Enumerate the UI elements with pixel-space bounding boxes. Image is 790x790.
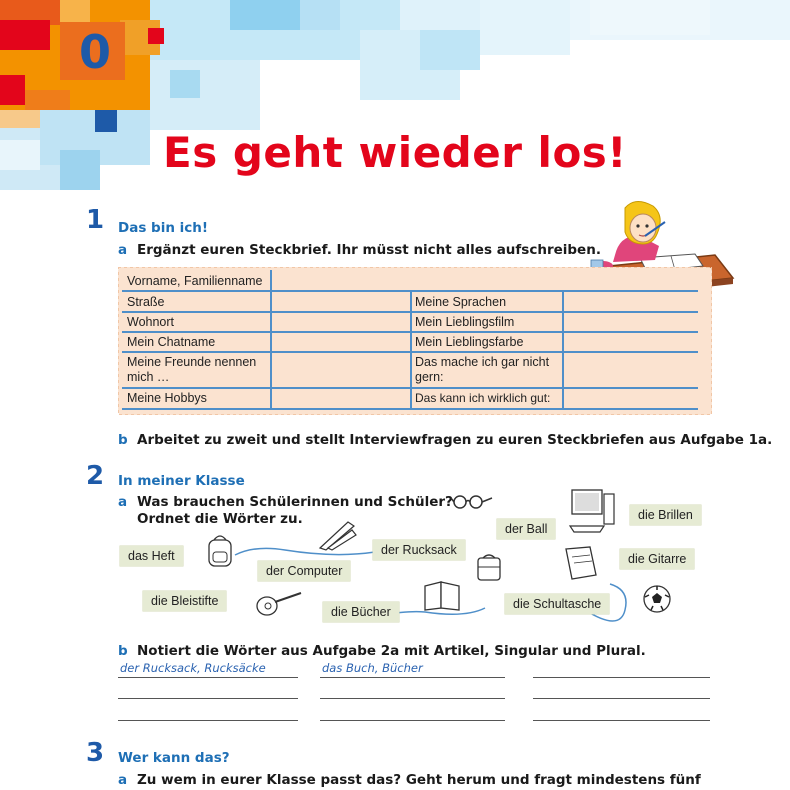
- field-label-dislike: Das mache ich gar nicht gern:: [415, 355, 550, 384]
- guitar-icon: [255, 590, 305, 618]
- table-rule: [270, 270, 272, 408]
- exercise-3a-letter: a: [118, 772, 128, 788]
- exercise-2-title: In meiner Klasse: [118, 473, 245, 489]
- books-icon: [423, 580, 461, 612]
- word-card[interactable]: die Bleistifte: [143, 591, 226, 611]
- field-label-chatname: Mein Chatname: [127, 335, 216, 349]
- notebook-icon: [562, 545, 602, 583]
- word-card[interactable]: der Ball: [497, 519, 555, 539]
- field-label-city: Wohnort: [127, 315, 175, 329]
- exercise-2b-instruction: Notiert die Wörter aus Aufgabe 2a mit Artikel, Singular und Plural.: [137, 643, 646, 659]
- ball-icon: [642, 584, 672, 614]
- pencils-icon: [318, 520, 358, 550]
- word-card[interactable]: der Rucksack: [373, 540, 465, 560]
- table-rule: [410, 291, 412, 408]
- field-label-good-at: Das kann ich wirklich gut:: [415, 391, 551, 405]
- word-card[interactable]: die Schultasche: [505, 594, 609, 614]
- word-card[interactable]: die Bücher: [323, 602, 399, 622]
- page-title: Es geht wieder los!: [163, 128, 627, 177]
- exercise-3-number: 3: [86, 738, 105, 768]
- exercise-1a-letter: a: [118, 242, 128, 258]
- field-label-nickname: Meine Freunde nennen mich …: [127, 355, 257, 384]
- field-label-languages: Meine Sprachen: [415, 295, 507, 309]
- exercise-3a-instruction: Zu wem in eurer Klasse passt das? Geht herum und fragt mindestens fünf: [137, 772, 701, 788]
- exercise-1b-letter: b: [118, 432, 128, 448]
- table-rule: [562, 291, 564, 408]
- field-label-name: Vorname, Familienname: [127, 274, 263, 288]
- exercise-2b-letter: b: [118, 643, 128, 659]
- field-label-film: Mein Lieblingsfilm: [415, 315, 515, 329]
- schoolbag-icon: [475, 552, 503, 582]
- backpack-icon: [205, 532, 235, 568]
- exercise-2a-instruction-line1: Was brauchen Schülerinnen und Schüler?: [137, 494, 453, 510]
- word-card[interactable]: das Heft: [120, 546, 183, 566]
- exercise-1b-instruction: Arbeitet zu zweit und stellt Interviewfragen zu euren Steckbriefen aus Aufgabe 1a.: [137, 432, 773, 448]
- computer-icon: [568, 488, 618, 533]
- glasses-icon: [450, 492, 495, 512]
- exercise-2-number: 2: [86, 461, 105, 491]
- example-answer: das Buch, Bücher: [322, 661, 423, 675]
- table-rule: [122, 408, 698, 410]
- exercise-1-title: Das bin ich!: [118, 220, 209, 236]
- field-label-street: Straße: [127, 295, 165, 309]
- word-card[interactable]: die Gitarre: [620, 549, 694, 569]
- exercise-1-number: 1: [86, 205, 105, 235]
- field-label-color: Mein Lieblingsfarbe: [415, 335, 524, 349]
- exercise-1a-instruction: Ergänzt euren Steckbrief. Ihr müsst nicht alles aufschreiben.: [137, 242, 601, 258]
- word-card[interactable]: die Brillen: [630, 505, 701, 525]
- example-answer: der Rucksack, Rucksäcke: [120, 661, 266, 675]
- chapter-number: 0: [78, 25, 111, 79]
- exercise-3-title: Wer kann das?: [118, 750, 230, 766]
- exercise-2a-instruction-line2: Ordnet die Wörter zu.: [137, 511, 303, 527]
- word-card[interactable]: der Computer: [258, 561, 350, 581]
- exercise-2a-letter: a: [118, 494, 128, 510]
- field-label-hobbies: Meine Hobbys: [127, 391, 207, 405]
